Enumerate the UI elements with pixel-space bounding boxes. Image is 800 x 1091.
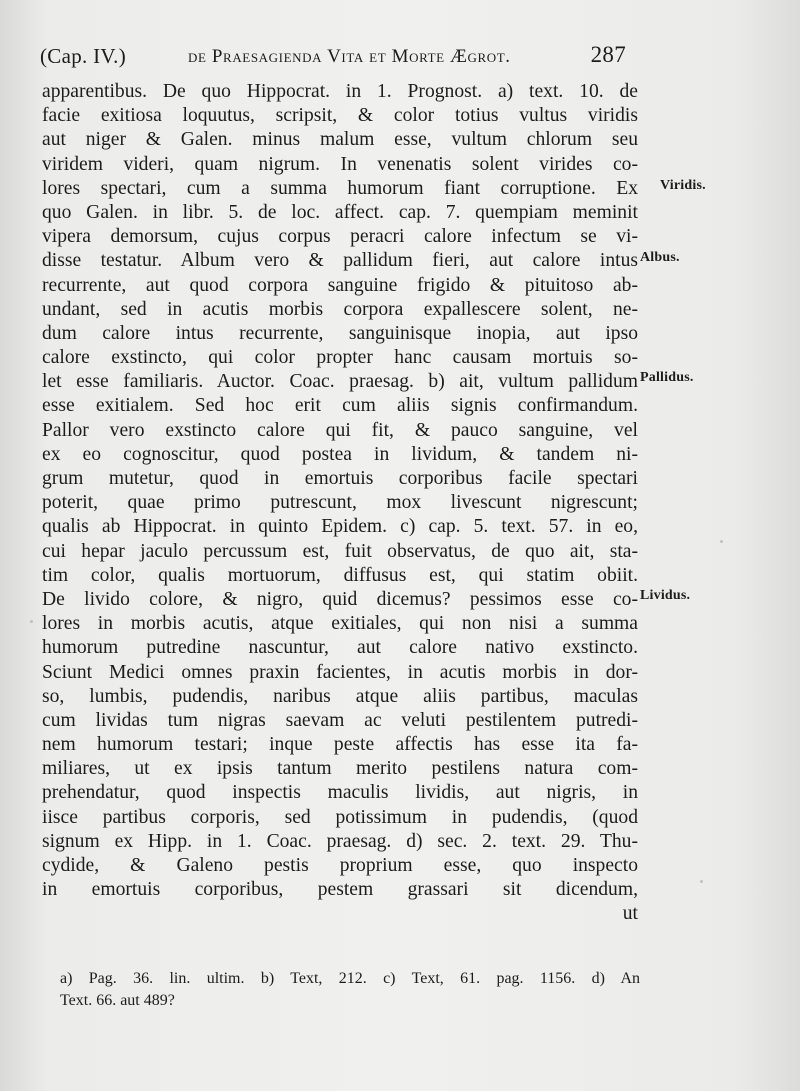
footnote-line: a) Pag. 36. lin. ultim. b) Text, 212. c) Text, 61. pag. 1156. d) An: [60, 970, 640, 987]
text-line: lores spectari, cum a summa humorum fiant corruptione. Ex: [42, 177, 638, 199]
text-line: vipera demorsum, cujus corpus peracri calore infectum se vi-: [42, 226, 638, 248]
paper-speck: [700, 880, 703, 883]
text-line: poterit, quae primo putrescunt, mox livescunt nigrescunt;: [42, 492, 638, 514]
text-line: cum lividas tum nigras saevam ac veluti pestilentem putredi-: [42, 709, 638, 731]
text-line: let esse familiaris. Auctor. Coac. praesag. b) ait, vultum pallidum: [42, 371, 638, 393]
footnotes: [60, 968, 640, 1012]
margin-note-viridis: Viridis.: [660, 178, 706, 193]
text-line: miliares, ut ex ipsis tantum merito pestilens natura com-: [42, 758, 638, 780]
page-number: 287: [590, 42, 626, 67]
footnote-line: Text. 66. aut 489?: [60, 992, 175, 1009]
text-line: calore exstincto, qui color propter hanc causam mortuis so-: [42, 347, 638, 369]
text-line: disse testatur. Album vero & pallidum fieri, aut calore intus: [42, 250, 638, 272]
text-line: dum calore intus recurrente, sanguinisque inopia, aut ipso: [42, 322, 638, 344]
text-line: grum mutetur, quod in emortuis corporibus facile spectari: [42, 468, 638, 489]
running-title: de Praesagienda Vita et Morte Ægrot.: [188, 46, 511, 67]
margin-note-albus: Albus.: [640, 250, 680, 265]
text-line: ex eo cognoscitur, quod postea in lividum, & tandem ni-: [42, 443, 638, 465]
text-line: nem humorum testari; inque peste affectis has esse ita fa-: [42, 734, 638, 756]
text-line: in emortuis corporibus, pestem grassari sit dicendum,: [42, 879, 638, 901]
text-line: cui hepar jaculo percussum est, fuit observatus, de quo ait, sta-: [42, 540, 638, 562]
text-line: iisce partibus corporis, sed potissimum in pudendis, (quod: [42, 806, 638, 828]
text-line: prehendatur, quod inspectis maculis lividis, aut nigris, in: [42, 782, 638, 804]
text-line: so, lumbis, pudendis, naribus atque aliis partibus, maculas: [42, 685, 638, 707]
text-line: cydide, & Galeno pestis proprium esse, quo inspecto: [42, 855, 638, 876]
margin-note-lividus: Lividus.: [640, 588, 691, 603]
text-line: qualis ab Hippocrat. in quinto Epidem. c) cap. 5. text. 57. in eo,: [42, 516, 638, 538]
text-line: humorum putredine nascuntur, aut calore nativo exstincto.: [42, 637, 638, 659]
margin-note-pallidus: Pallidus.: [640, 370, 694, 385]
text-line: viridem videri, quam nigrum. In venenatis solent virides co-: [42, 153, 638, 175]
catchword: ut: [622, 903, 638, 925]
text-line: lores in morbis acutis, atque exitiales, qui non nisi a summa: [42, 613, 638, 635]
text-line: tim color, qualis mortuorum, diffusus est, qui statim obiit.: [42, 564, 638, 586]
text-line: aut niger & Galen. minus malum esse, vultum chlorum seu: [42, 129, 638, 151]
paper-speck: [30, 620, 33, 623]
text-line: esse exitialem. Sed hoc erit cum aliis signis confirmandum.: [42, 395, 638, 417]
text-line: apparentibus. De quo Hippocrat. in 1. Prognost. a) text. 10. de: [42, 81, 638, 102]
text-line: Sciunt Medici omnes praxin facientes, in acutis morbis in dor-: [42, 661, 638, 683]
paper-speck: [720, 540, 723, 543]
main-text: [42, 80, 638, 927]
text-line: facie exitiosa loquutus, scripsit, & color totius vultus viridis: [42, 105, 638, 127]
text-line: De livido colore, & nigro, quid dicemus? pessimos esse co-: [42, 588, 638, 610]
text-line: recurrente, aut quod corpora sanguine frigido & pituitoso ab-: [42, 274, 638, 296]
text-line: Pallor vero exstincto calore qui fit, & pauco sanguine, vel: [42, 419, 638, 441]
chapter-label: (Cap. IV.): [40, 44, 127, 68]
text-line: undant, sed in acutis morbis corpora expallescere solent, ne-: [42, 298, 638, 320]
text-line: quo Galen. in libr. 5. de loc. affect. cap. 7. quempiam meminit: [42, 201, 638, 223]
running-header: [40, 44, 640, 80]
text-line: signum ex Hipp. in 1. Coac. praesag. d) sec. 2. text. 29. Thu-: [42, 830, 638, 852]
